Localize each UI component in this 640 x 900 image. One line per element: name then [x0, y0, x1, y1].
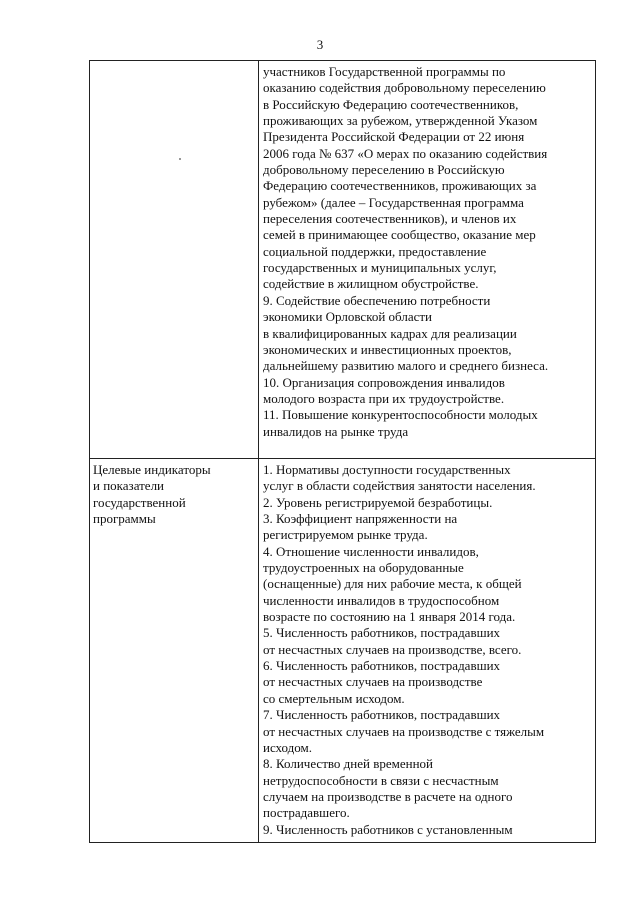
text-line: услуг в области содействия занятости населения. [263, 478, 536, 494]
text-line: участников Государственной программы по [263, 64, 506, 79]
text-line: оказанию содействия добровольному переселению [263, 80, 546, 96]
text-line: 3. Коэффициент напряженности на [263, 511, 458, 527]
text-line: численности инвалидов в трудоспособном [263, 592, 500, 608]
text-line: случаем на производстве в расчете на одного [263, 788, 513, 804]
text-line: программы [93, 511, 156, 527]
text-line: экономических и инвестиционных проектов, [263, 341, 512, 357]
text-line: 7. Численность работников, пострадавших [263, 707, 501, 723]
text-line: молодого возраста при их трудоустройстве. [263, 390, 505, 406]
text-line: рубежом» (далее – Государственная программа [263, 194, 524, 210]
text-line: содействие в жилищном обустройстве. [263, 276, 479, 292]
text-line: исходом. [263, 739, 313, 755]
page-number: 3 [316, 37, 324, 52]
table-column-divider [258, 60, 259, 843]
text-line: регистрируемом рынке труда. [263, 527, 428, 543]
row1-right-cell [263, 64, 548, 440]
text-line: 6. Численность работников, пострадавших [263, 658, 501, 674]
text-line: переселения соотечественников), и членов их [263, 211, 517, 227]
text-line: от несчастных случаев на производстве [263, 674, 483, 690]
text-line: трудоустроенных на оборудованные [263, 560, 464, 576]
text-line: дальнейшему развитию малого и среднего бизнеса. [263, 358, 549, 374]
text-line: экономики Орловской области [263, 309, 433, 325]
text-line: государственной [93, 494, 186, 510]
text-line: Президента Российской Федерации от 22 июня [263, 129, 525, 145]
text-line: возрасте по состоянию на 1 января 2014 года. [263, 609, 516, 625]
text-line: добровольному переселению в Российскую [263, 162, 505, 178]
text-line: 4. Отношение численности инвалидов, [263, 543, 479, 559]
text-line: инвалидов на рынке труда [263, 423, 409, 439]
text-line: Целевые индикаторы [93, 462, 211, 477]
table-row-divider [89, 458, 596, 459]
text-line: 9. Численность работников с установленным [263, 821, 513, 837]
text-line: нетрудоспособности в связи с несчастным [263, 772, 499, 788]
text-line: социальной поддержки, предоставление [263, 243, 487, 259]
text-line: от несчастных случаев на производстве, всего. [263, 641, 522, 657]
text-line: 1. Нормативы доступности государственных [263, 462, 511, 477]
text-line: от несчастных случаев на производстве с тяжелым [263, 723, 545, 739]
text-line: 9. Содействие обеспечению потребности [263, 292, 491, 308]
text-line: пострадавшего. [263, 805, 350, 821]
text-line: семей в принимающее сообщество, оказание мер [263, 227, 536, 243]
text-line: 10. Организация сопровождения инвалидов [263, 374, 505, 390]
row2-right-cell-indicators-list [263, 462, 544, 838]
text-line: 11. Повышение конкурентоспособности молодых [263, 407, 538, 423]
text-line: 5. Численность работников, пострадавших [263, 625, 501, 641]
text-line: Федерацию соотечественников, проживающих за [263, 178, 537, 194]
text-line: 2006 года № 637 «О мерах по оказанию содействия [263, 145, 548, 161]
text-line: (оснащенные) для них рабочие места, к общей [263, 576, 522, 592]
scan-speck [179, 158, 181, 160]
text-line: со смертельным исходом. [263, 690, 405, 706]
text-line: 8. Количество дней временной [263, 756, 434, 772]
text-line: и показатели [93, 478, 165, 494]
text-line: проживающих за рубежом, утвержденной Указом [263, 113, 538, 129]
text-line: государственных и муниципальных услуг, [263, 260, 497, 276]
text-line: в Российскую Федерацию соотечественников, [263, 96, 519, 112]
row2-left-cell-indicators-label [93, 462, 211, 527]
text-line: 2. Уровень регистрируемой безработицы. [263, 494, 493, 510]
text-line: в квалифицированных кадрах для реализации [263, 325, 517, 341]
